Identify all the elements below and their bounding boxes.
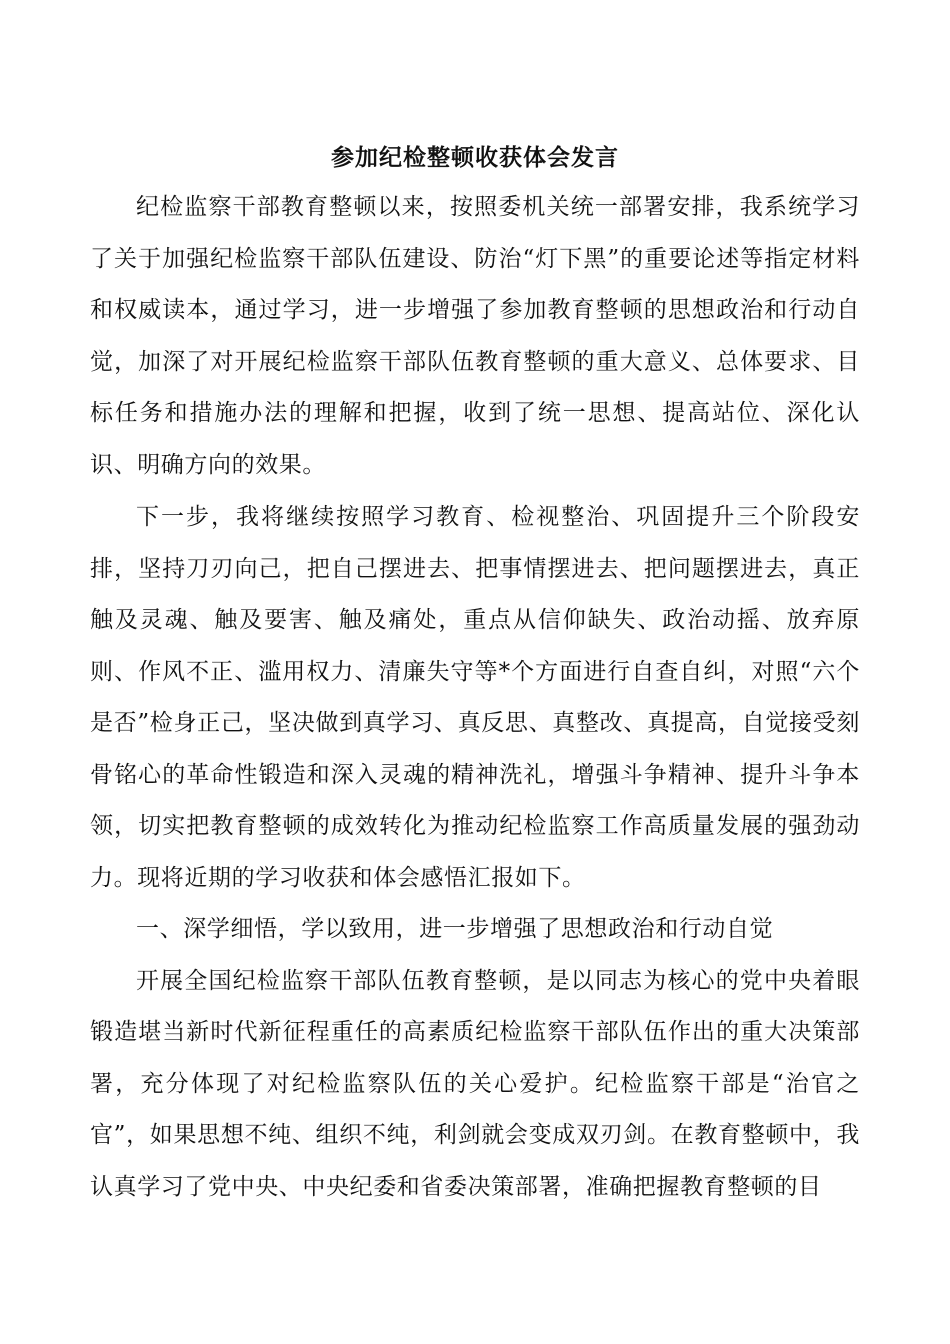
body-paragraph-3: 开展全国纪检监察干部队伍教育整顿，是以同志为核心的党中央着眼锻造堪当新时代新征程重任的高素质纪检监察干部队伍作出的重大决策部署，充分体现了对纪检监察队伍的关心爱护。纪检监察干部是“治官之官”，如果思想不纯、组织不纯，利剑就会变成双刃剑。在教育整顿中，我认真学习了党中央、中央纪委和省委决策部署，准确把握教育整顿的目 [90, 967, 860, 1200]
section-heading: 一、深学细悟，学以致用，进一步增强了思想政治和行动自觉 [136, 916, 774, 942]
document-title: 参加纪检整顿收获体会发言 [331, 144, 619, 171]
document-page [90, 134, 860, 1213]
body-paragraph-2: 下一步，我将继续按照学习教育、检视整治、巩固提升三个阶段安排，坚持刀刃向己，把自己摆进去、把事情摆进去、把问题摆进去，真正触及灵魂、触及要害、触及痛处，重点从信仰缺失、政治动摇、放弃原则、作风不正、滥用权力、清廉失守等*个方面进行自查自纠，对照“六个是否”检身正己，坚决做到真学习、真反思、真整改、真提高，自觉接受刻骨铭心的革命性锻造和深入灵魂的精神洗礼，增强斗争精神、提升斗争本领，切实把教育整顿的成效转化为推动纪检监察工作高质量发展的强劲动力。现将近期的学习收获和体会感悟汇报如下。 [90, 504, 860, 891]
body-paragraph-1: 纪检监察干部教育整顿以来，按照委机关统一部署安排，我系统学习了关于加强纪检监察干部队伍建设、防治“灯下黑”的重要论述等指定材料和权威读本，通过学习，进一步增强了参加教育整顿的思想政治和行动自觉，加深了对开展纪检监察干部队伍教育整顿的重大意义、总体要求、目标任务和措施办法的理解和把握，收到了统一思想、提高站位、深化认识、明确方向的效果。 [90, 194, 860, 478]
